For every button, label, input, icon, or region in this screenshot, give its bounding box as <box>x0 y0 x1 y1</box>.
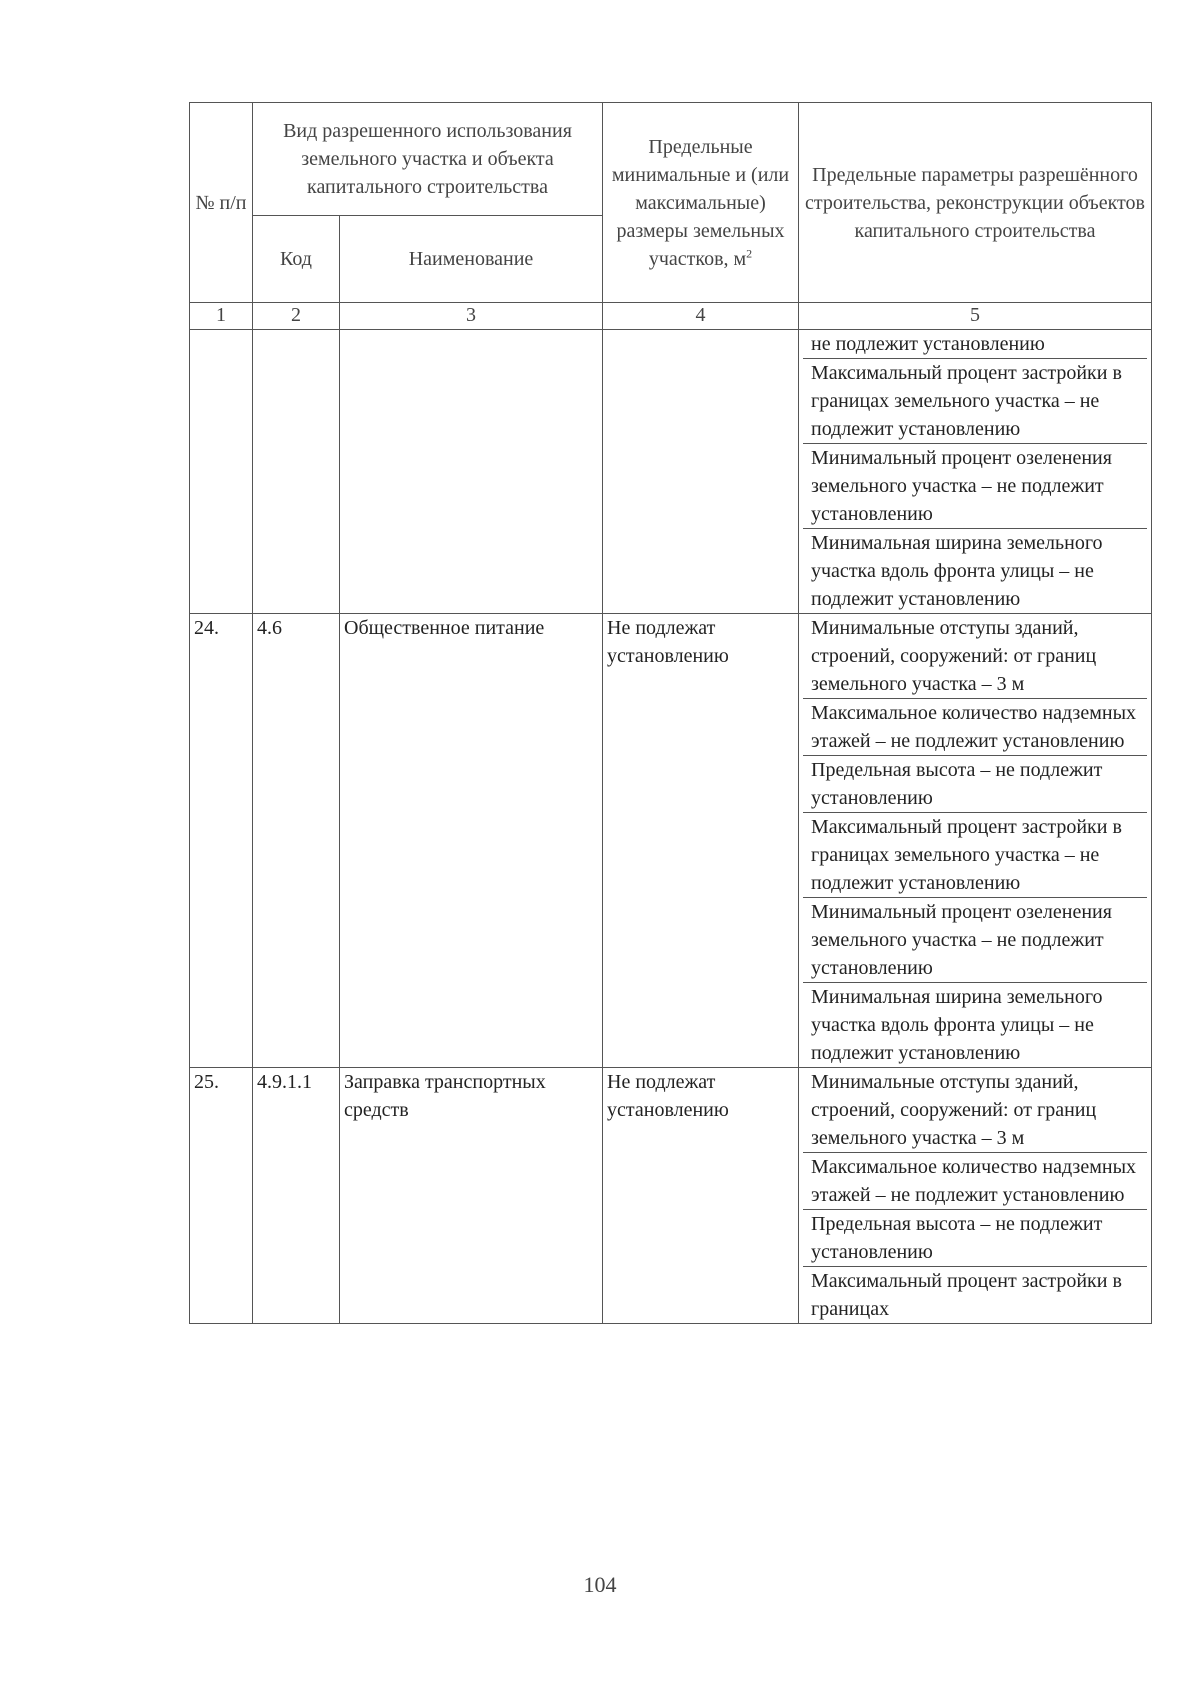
row-num: 24. <box>190 614 253 1068</box>
row-sizes: Не подлежат установлению <box>603 1068 799 1324</box>
column-number: 4 <box>603 303 799 330</box>
column-numbers-row <box>190 303 1152 330</box>
header-sizes <box>603 103 799 303</box>
column-number: 1 <box>190 303 253 330</box>
column-number: 2 <box>253 303 340 330</box>
page-number: 104 <box>583 1572 617 1597</box>
param-item: Максимальный процент застройки в границах <box>811 1270 1122 1320</box>
regulations-table <box>189 102 1152 1324</box>
row-params <box>799 614 1152 1068</box>
row-sizes: Не подлежат установлению <box>603 614 799 1068</box>
row-num: 25. <box>190 1068 253 1324</box>
param-item: Минимальная ширина земельного участка вдоль фронта улицы – не подлежит установлению <box>811 986 1103 1064</box>
param-item: Минимальные отступы зданий, строений, сооружений: от границ земельного участка – 3 м <box>803 614 1147 699</box>
param-item: Минимальная ширина земельного участка вдоль фронта улицы – не подлежит установлению <box>811 532 1103 610</box>
header-num: № п/п <box>190 103 253 303</box>
param-item: Максимальный процент застройки в границах земельного участка – не подлежит установлению <box>803 813 1147 898</box>
table-row <box>190 330 1152 614</box>
row-name <box>340 330 603 614</box>
header-use-group: Вид разрешенного использования земельного участка и объекта капитального строительства <box>253 103 603 216</box>
param-item: Предельная высота – не подлежит установлению <box>803 756 1147 813</box>
header-code: Код <box>253 216 340 303</box>
row-code: 4.6 <box>253 614 340 1068</box>
param-item: не подлежит установлению <box>803 330 1147 359</box>
row-params <box>799 330 1152 614</box>
row-code <box>253 330 340 614</box>
param-item: Максимальный процент застройки в границах земельного участка – не подлежит установлению <box>803 359 1147 444</box>
header-params: Предельные параметры разрешённого строительства, реконструкции объектов капитального строительства <box>799 103 1152 303</box>
row-name: Заправка транспортных средств <box>340 1068 603 1324</box>
row-name: Общественное питание <box>340 614 603 1068</box>
row-params <box>799 1068 1152 1324</box>
row-sizes <box>603 330 799 614</box>
param-item: Минимальные отступы зданий, строений, сооружений: от границ земельного участка – 3 м <box>803 1068 1147 1153</box>
param-item: Минимальный процент озеленения земельного участка – не подлежит установлению <box>803 444 1147 529</box>
param-item: Предельная высота – не подлежит установлению <box>803 1210 1147 1267</box>
header-sizes-text: Предельные минимальные и (или максимальные) размеры земельных участков, м <box>611 135 790 270</box>
column-number: 5 <box>799 303 1152 330</box>
param-item: Максимальное количество надземных этажей – не подлежит установлению <box>803 1153 1147 1210</box>
table-row <box>190 614 1152 1068</box>
header-sizes-sup: 2 <box>746 245 753 260</box>
row-num <box>190 330 253 614</box>
row-code: 4.9.1.1 <box>253 1068 340 1324</box>
param-item: Минимальный процент озеленения земельного участка – не подлежит установлению <box>803 898 1147 983</box>
table-row <box>190 1068 1152 1324</box>
header-name: Наименование <box>340 216 603 303</box>
param-item: Максимальное количество надземных этажей – не подлежит установлению <box>803 699 1147 756</box>
column-number: 3 <box>340 303 603 330</box>
